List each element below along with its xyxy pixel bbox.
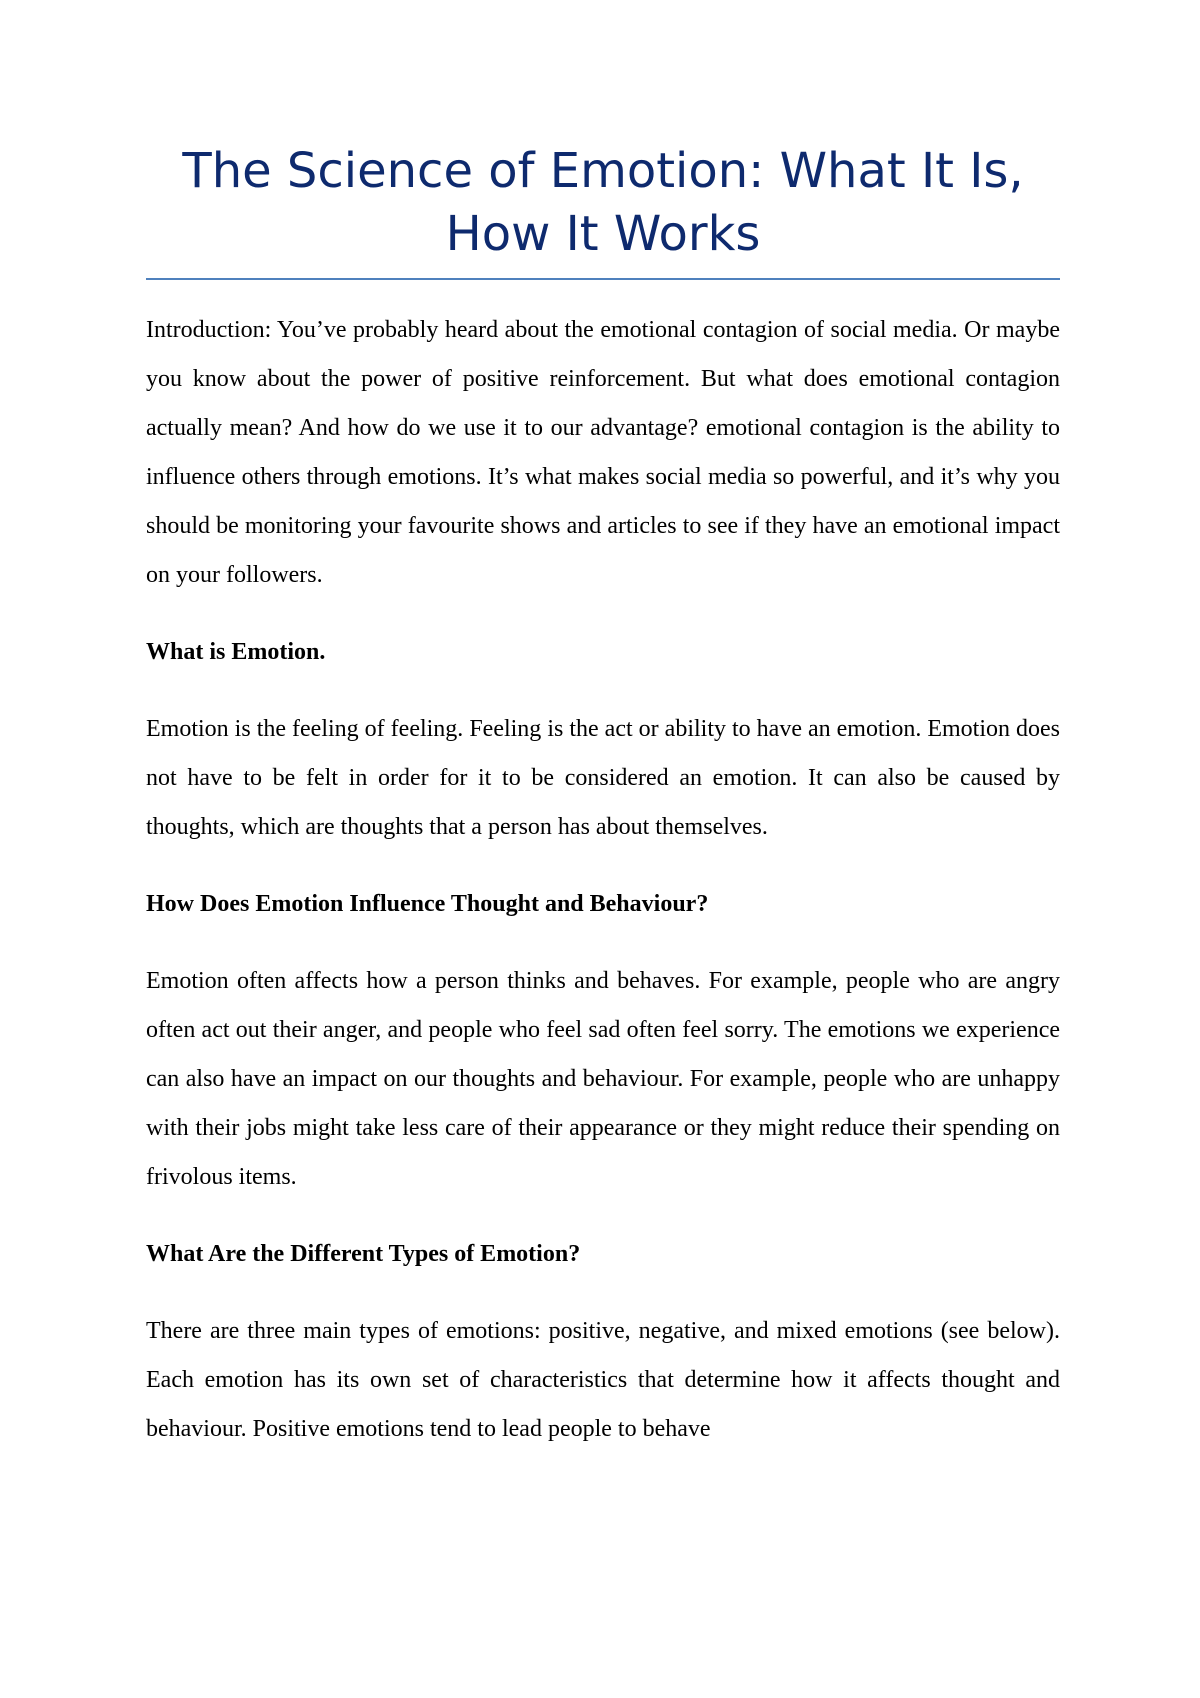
section-paragraph-what-is-emotion: Emotion is the feeling of feeling. Feeling is the act or ability to have an emotion. Emotion does not have to be felt in order for it to be considered an emotion. It can also be caused by thoughts, which are thoughts that a person has about themselves.: [146, 716, 1060, 840]
document-title: The Science of Emotion: What It Is, How It Works: [182, 143, 1024, 262]
document-content: [146, 140, 1060, 1482]
section-paragraph-types-of-emotion: There are three main types of emotions: positive, negative, and mixed emotions (see below). Each emotion has its own set of characteristics that determine how it affects thought and behaviour. Positive emotions tend to lead people to behave: [146, 1318, 1060, 1442]
title-underline: [146, 278, 1060, 280]
intro-paragraph: Introduction: You’ve probably heard about the emotional contagion of social media. Or maybe you know about the power of positive reinforcement. But what does emotional contagion actually mean? And how do we use it to our advantage? emotional contagion is the ability to influence others through emotions. It’s what makes social media so powerful, and it’s why you should be monitoring your favourite shows and articles to see if they have an emotional impact on your followers.: [146, 317, 1060, 588]
section-heading-what-is-emotion: What is Emotion.: [146, 639, 326, 665]
section-heading-emotion-influence: How Does Emotion Influence Thought and Behaviour?: [146, 891, 709, 917]
section-heading-types-of-emotion: What Are the Different Types of Emotion?: [146, 1241, 581, 1267]
section-paragraph-emotion-influence: Emotion often affects how a person thinks and behaves. For example, people who are angry often act out their anger, and people who feel sad often feel sorry. The emotions we experience can also have an impact on our thoughts and behaviour. For example, people who are unhappy with their jobs might take less care of their appearance or they might reduce their spending on frivolous items.: [146, 968, 1060, 1190]
